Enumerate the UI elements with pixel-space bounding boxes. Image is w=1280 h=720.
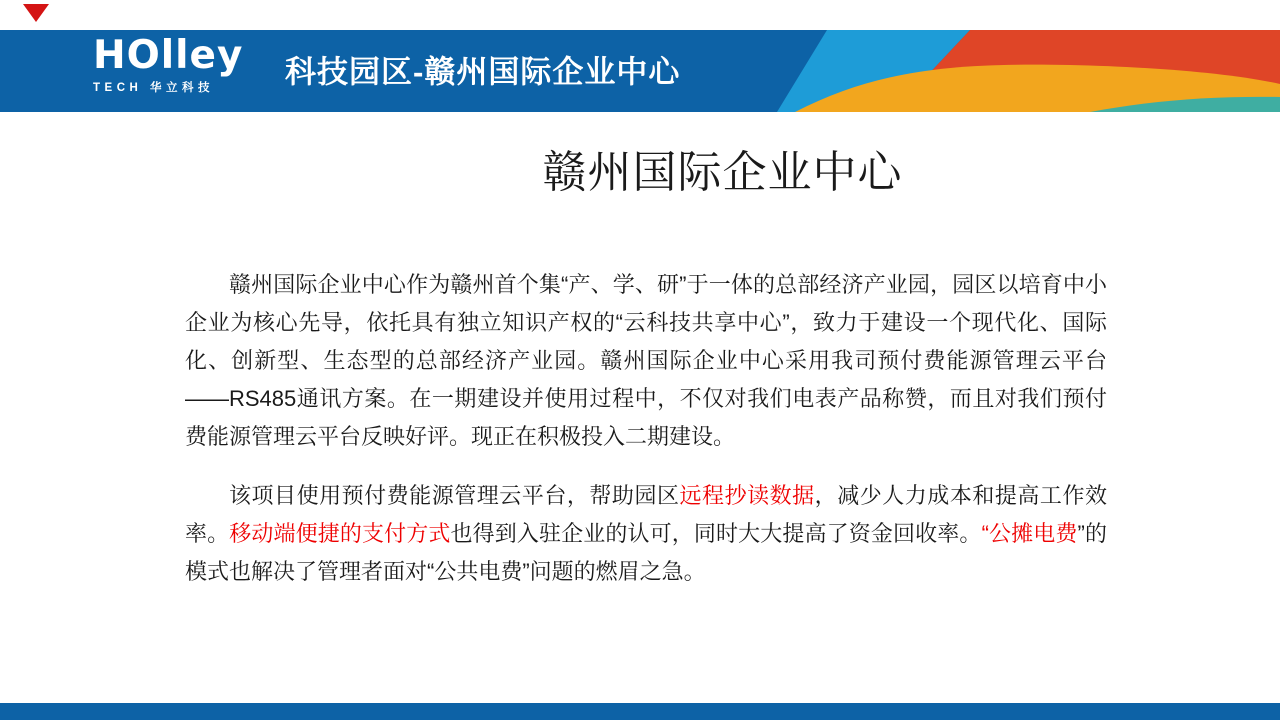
body-segment: ”的模式也解决了管理者面对“公共电费”问题的燃眉之急。	[185, 521, 1107, 584]
logo-sub-text: TECH 华立科技	[93, 81, 214, 94]
red-corner-accent-icon	[22, 3, 50, 23]
header-title: 科技园区-赣州国际企业中心	[285, 54, 681, 90]
header-band	[0, 30, 1280, 112]
body-segment: ，减少人力成本和提高工作效率。	[185, 483, 1107, 546]
footer-bar	[0, 703, 1280, 720]
body-paragraph	[185, 477, 1107, 591]
logo-brand-text: HOlley	[93, 33, 244, 78]
holley-logo	[93, 33, 244, 95]
body-segment: 也得到入驻企业的认可，同时大大提高了资金回收率。	[450, 521, 982, 546]
highlight-red-text: 远程抄读数据	[679, 483, 815, 508]
slide-title: 赣州国际企业中心	[542, 148, 903, 197]
body-segment: 赣州国际企业中心作为赣州首个集“产、学、研”于一体的总部经济产业园，园区以培育中小企业为核心先导，依托具有独立知识产权的“云科技共享中心”，致力于建设一个现代化、国际化、创新型、生态型的总部经济产业园。赣州国际企业中心采用我司预付费能源管理云平台——RS485通讯方案。在一期建设并使用过程中，不仅对我们电表产品称赞，而且对我们预付费能源管理云平台反映好评。现正在积极投入二期建设。	[185, 272, 1107, 449]
body-segment: 该项目使用预付费能源管理云平台，帮助园区	[229, 483, 680, 508]
body-text	[185, 266, 1107, 591]
body-paragraph	[185, 266, 1107, 456]
highlight-red-text: “公摊电费	[981, 521, 1078, 546]
highlight-red-text: 移动端便捷的支付方式	[229, 521, 451, 546]
